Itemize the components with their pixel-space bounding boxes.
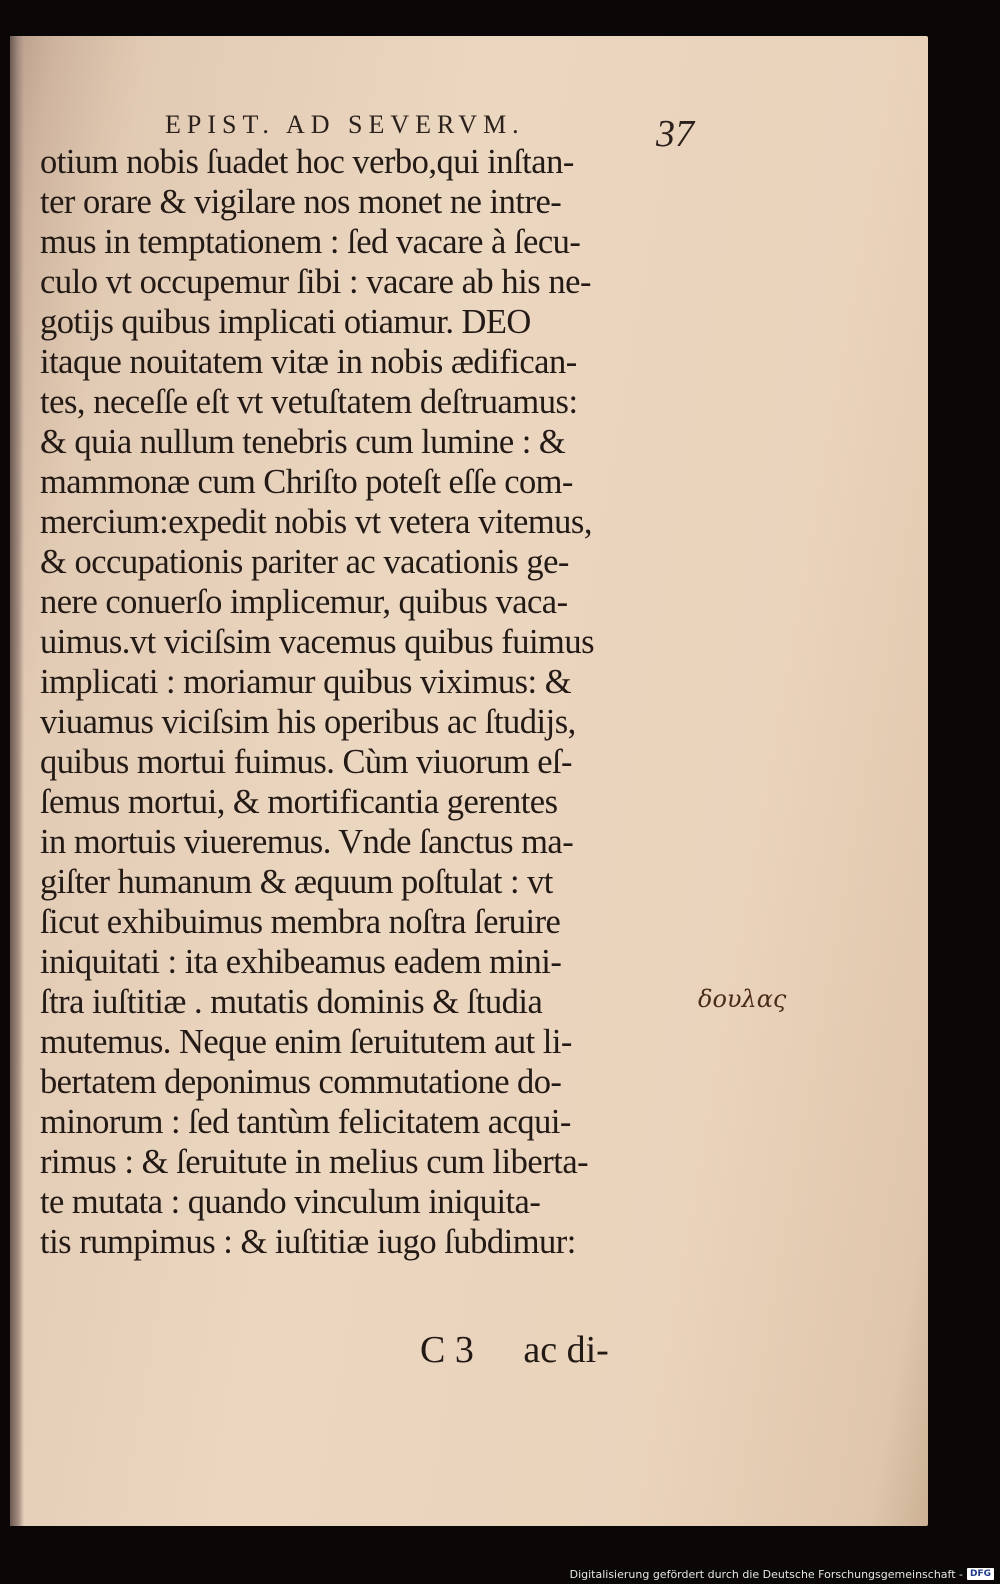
text-line: & occupationis pariter ac vacationis ge- <box>40 543 569 581</box>
text-line: gotijs quibus implicati otiamur. DEO <box>40 303 531 341</box>
text-line: uimus.vt viciſsim vacemus quibus fuimus <box>40 623 595 661</box>
dfg-logo: DFG <box>967 1568 994 1580</box>
footer-credit-text: Digitalisierung gefördert durch die Deutsche Forschungsgemeinschaft - <box>569 1567 963 1581</box>
text-line: & quia nullum tenebris cum lumine : & <box>40 423 566 461</box>
text-line: culo vt occupemur ſibi : vacare ab his ne- <box>40 263 591 301</box>
text-line: minorum : ſed tantùm felicitatem acqui- <box>40 1103 571 1141</box>
text-line: rimus : & ſeruitute in melius cum liberta- <box>40 1143 589 1181</box>
footer-credit <box>570 1566 994 1582</box>
text-line: ſemus mortui, & mortificantia gerentes <box>40 783 558 821</box>
body-text <box>40 142 720 1262</box>
text-line: nere conuerſo implicemur, quibus vaca- <box>40 583 568 621</box>
handwritten-margin-note: δουλας <box>698 985 787 1013</box>
text-line: mutemus. Neque enim ſeruitutem aut li- <box>40 1023 572 1061</box>
page-gutter-shadow <box>10 36 24 1526</box>
text-line: mercium:expedit nobis vt vetera vitemus, <box>40 503 592 541</box>
text-line: quibus mortui fuimus. Cùm viuorum eſ- <box>40 743 572 781</box>
text-line: viuamus viciſsim his operibus ac ſtudijs, <box>40 703 576 741</box>
catchword: ac di- <box>523 1329 609 1371</box>
text-line: te mutata : quando vinculum iniquita- <box>40 1183 541 1221</box>
catchline <box>420 1328 609 1372</box>
text-line: implicati : moriamur quibus viximus: & <box>40 663 572 701</box>
text-line: bertatem deponimus commutatione do- <box>40 1063 562 1101</box>
page-number: 37 <box>656 113 694 155</box>
text-line: ſtra iuſtitiæ . mutatis dominis & ſtudia <box>40 983 543 1021</box>
text-line: tis rumpimus : & iuſtitiæ iugo ſubdimur: <box>40 1223 576 1261</box>
text-line: tes, neceſſe eſt vt vetuſtatem deſtruamus: <box>40 383 578 421</box>
text-line: mammonæ cum Chriſto poteſt eſſe com- <box>40 463 573 501</box>
text-line: iniquitati : ita exhibeamus eadem mini- <box>40 943 562 981</box>
text-line: giſter humanum & æquum poſtulat : vt <box>40 863 553 901</box>
text-line: ter orare & vigilare nos monet ne intre- <box>40 183 562 221</box>
running-head: EPIST. AD SEVERVM. <box>165 110 525 139</box>
text-line: itaque nouitatem vitæ in nobis ædifican- <box>40 343 577 381</box>
text-line: in mortuis viueremus. Vnde ſanctus ma- <box>40 823 574 861</box>
text-line: mus in temptationem : ſed vacare à ſecu- <box>40 223 581 261</box>
text-line: otium nobis ſuadet hoc verbo,qui inſtan- <box>40 143 574 181</box>
text-line: ſicut exhibuimus membra noſtra ſeruire <box>40 903 561 941</box>
signature-mark: C 3 <box>420 1329 474 1371</box>
